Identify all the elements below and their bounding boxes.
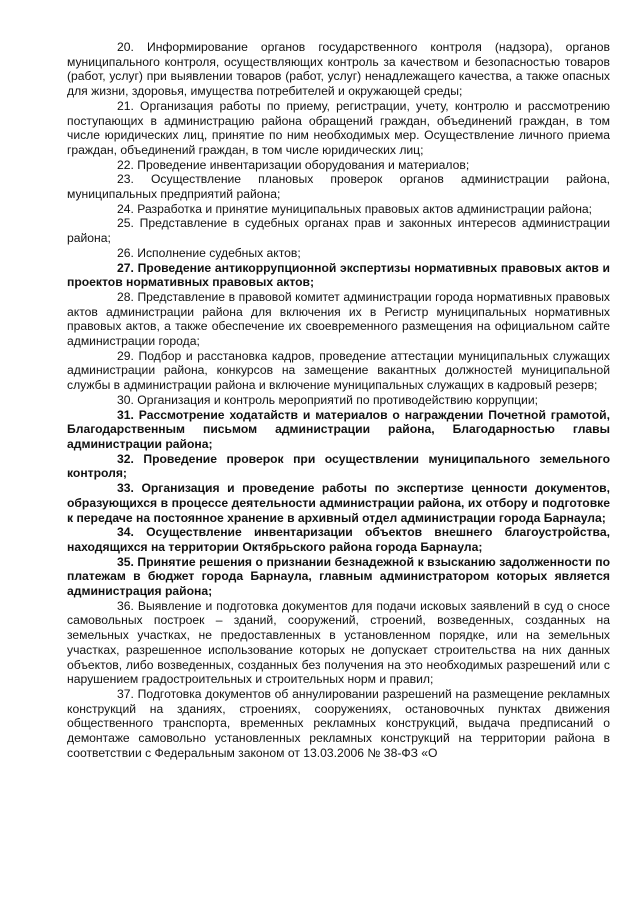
paragraph-21: 21. Организация работы по приему, регистрации, учету, контролю и рассмотрению поступающих в администрацию района обращений граждан, объединений граждан, в том числе юридических лиц, принятие по ним необходимых мер. Осуществление личного приема граждан, объединений граждан, в том числе юридических лиц;	[67, 98, 610, 157]
paragraph-31: 31. Рассмотрение ходатайств и материалов о награждении Почетной грамотой, Благодарственным письмом администрации района, Благодарностью главы администрации района;	[67, 407, 610, 451]
paragraph-36: 36. Выявление и подготовка документов для подачи исковых заявлений в суд о сносе самовольных построек – зданий, сооружений, строений, возведенных, созданных на земельных участках, не предоставленных в установленном порядке, или на земельных участках, разрешенное использование которых не допускает строительства на них данных объектов, либо возведенных, созданных без получения на это необходимых разрешений или с нарушением градостроительных и строительных норм и правил;	[67, 598, 610, 687]
paragraph-37: 37. Подготовка документов об аннулировании разрешений на размещение рекламных конструкций на зданиях, строениях, сооружениях, остановочных пунктах движения общественного транспорта, временных рекламных конструкций, выдача предписаний о демонтаже самовольно установленных рекламных конструкций на территории района в соответствии с Федеральным законом от 13.03.2006 № 38-ФЗ «О	[67, 686, 610, 760]
paragraph-28: 28. Представление в правовой комитет администрации города нормативных правовых актов администрации района для включения их в Регистр муниципальных нормативных правовых актов, а также обеспечение их своевременного размещения на официальном сайте администрации города;	[67, 289, 610, 349]
paragraph-23: 23. Осуществление плановых проверок органов администрации района, муниципальных предприятий района;	[67, 172, 610, 202]
paragraph-29: 29. Подбор и расстановка кадров, проведение аттестации муниципальных служащих администрации района, конкурсов на замещение вакантных должностей муниципальной службы в администрации района и включение муниципальных служащих в кадровый резерв;	[67, 348, 610, 393]
paragraph-22: 22. Проведение инвентаризации оборудования и материалов;	[117, 157, 470, 172]
document-page	[67, 40, 610, 760]
paragraph-25: 25. Представление в судебных органах прав и законных интересов администрации района;	[67, 216, 610, 246]
paragraph-33: 33. Организация и проведение работы по экспертизе ценности документов, образующихся в процессе деятельности администрации района, их отбору и подготовке к передаче на постоянное хранение в архивный отдел администрации города Барнаула;	[67, 481, 610, 525]
paragraph-35: 35. Принятие решения о признании безнадежной к взысканию задолженности по платежам в бюджет города Барнаула, главным администратором которых является администрация района;	[67, 554, 610, 599]
paragraph-32: 32. Проведение проверок при осуществлении муниципального земельного контроля;	[67, 451, 610, 481]
paragraph-30: 30. Организация и контроль мероприятий по противодействию коррупции;	[117, 392, 538, 407]
paragraph-26: 26. Исполнение судебных актов;	[117, 245, 301, 260]
paragraph-20: 20. Информирование органов государственного контроля (надзора), органов муниципального контроля, осуществляющих контроль за качеством и безопасностью товаров (работ, услуг) при выявлении товаров (работ, услуг) ненадлежащего качества, а также опасных для жизни, здоровья, имущества потребителей и окружающей среды;	[67, 40, 610, 99]
paragraph-27: 27. Проведение антикоррупционной экспертизы нормативных правовых актов и проектов нормативных правовых актов;	[67, 260, 610, 290]
paragraph-24: 24. Разработка и принятие муниципальных правовых актов администрации района;	[117, 201, 593, 216]
paragraph-34: 34. Осуществление инвентаризации объектов внешнего благоустройства, находящихся на территории Октябрьского района города Барнаула;	[67, 525, 610, 554]
